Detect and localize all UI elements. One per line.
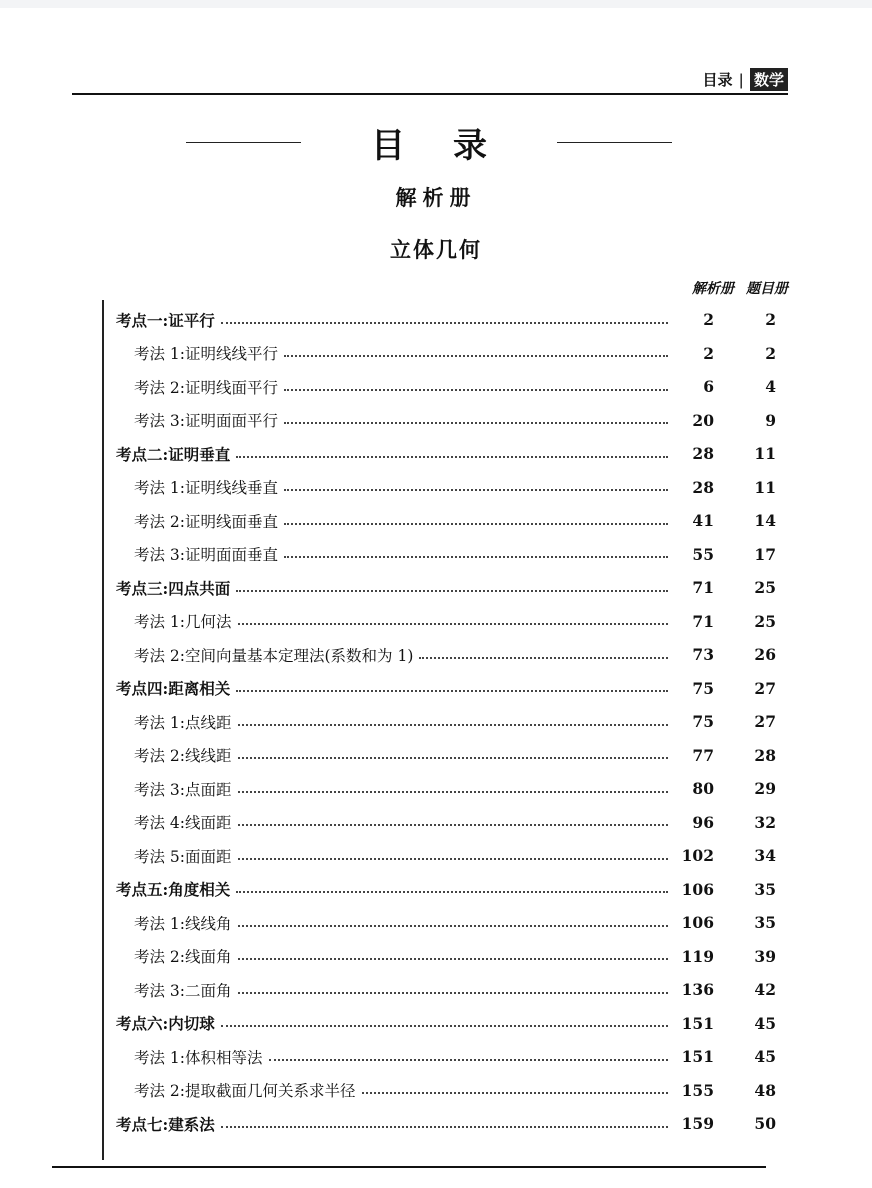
toc-label: 考点三:四点共面 <box>116 578 231 598</box>
toc-label: 考法 3:点面距 <box>134 780 232 799</box>
page-questions: 35 <box>754 913 776 933</box>
leader-dots <box>221 322 668 324</box>
page-analysis: 155 <box>681 1080 714 1100</box>
leader-dots <box>221 1025 668 1027</box>
page-questions: 42 <box>754 980 776 1000</box>
header-separator: | <box>738 70 744 89</box>
header-label: 目录 <box>702 71 733 89</box>
page-questions: 2 <box>765 310 776 330</box>
leader-dots <box>221 1126 668 1128</box>
column-header: 解析册 <box>692 281 734 297</box>
page-analysis: 136 <box>681 980 714 1000</box>
page-analysis: 28 <box>692 477 714 497</box>
page-questions: 11 <box>754 477 776 497</box>
page-questions: 25 <box>754 578 776 598</box>
leader-dots <box>284 523 668 525</box>
subject-badge: 数学 <box>750 68 788 91</box>
toc-label: 考法 1:线线角 <box>134 914 232 933</box>
page-questions: 14 <box>754 511 776 531</box>
toc-label: 考点六:内切球 <box>116 1014 215 1034</box>
page-questions: 45 <box>754 1013 776 1033</box>
column-header: 题目册 <box>746 281 788 297</box>
page-analysis: 75 <box>692 712 714 732</box>
toc-method-row[interactable] <box>116 806 776 840</box>
page-questions: 48 <box>754 1080 776 1100</box>
toc-method-row[interactable] <box>116 605 776 639</box>
page-questions: 25 <box>754 611 776 631</box>
toc-label: 考法 2:证明线面平行 <box>134 378 279 397</box>
page-analysis: 80 <box>692 779 714 799</box>
leader-dots <box>238 824 668 826</box>
page-questions: 50 <box>754 1114 776 1134</box>
page-analysis: 20 <box>692 410 714 430</box>
page-analysis: 77 <box>692 745 714 765</box>
page-analysis: 28 <box>692 444 714 464</box>
leader-dots <box>238 992 668 994</box>
page-questions: 11 <box>754 444 776 464</box>
leader-dots <box>238 724 668 726</box>
page-questions: 29 <box>754 779 776 799</box>
toc-label: 考法 1:体积相等法 <box>134 1048 263 1067</box>
toc-label: 考点一:证平行 <box>116 310 215 330</box>
page-analysis: 73 <box>692 645 714 665</box>
subtitle: 解析册 <box>395 185 477 210</box>
page-analysis: 119 <box>681 946 714 966</box>
title-rule-right <box>557 142 672 144</box>
page-questions: 34 <box>754 846 776 866</box>
page-analysis: 151 <box>681 1047 714 1067</box>
toc-label: 考点七:建系法 <box>116 1114 215 1134</box>
page-questions: 4 <box>765 377 776 397</box>
leader-dots <box>238 757 668 759</box>
toc-label: 考法 2:提取截面几何关系求半径 <box>134 1082 356 1101</box>
page-questions: 32 <box>754 812 776 832</box>
page-analysis: 102 <box>681 846 714 866</box>
leader-dots <box>284 489 668 491</box>
leader-dots <box>269 1059 668 1061</box>
page-analysis: 6 <box>703 377 714 397</box>
header-rule <box>72 93 788 95</box>
page-analysis: 2 <box>703 343 714 363</box>
page-analysis: 41 <box>692 511 714 531</box>
toc-label: 考法 2:证明线面垂直 <box>134 512 279 531</box>
leader-dots <box>362 1092 668 1094</box>
toc-method-row[interactable] <box>116 739 776 773</box>
toc-method-row[interactable] <box>116 839 776 873</box>
page-analysis: 151 <box>681 1013 714 1033</box>
page-questions: 27 <box>754 712 776 732</box>
toc-method-row[interactable] <box>116 772 776 806</box>
toc-label: 考法 3:证明面面垂直 <box>134 546 279 565</box>
leader-dots <box>284 422 668 424</box>
toc-label: 考法 2:线线距 <box>134 747 232 766</box>
page-questions: 45 <box>754 1047 776 1067</box>
toc-topic-row[interactable] <box>116 437 776 471</box>
toc-method-row[interactable] <box>116 705 776 739</box>
toc-method-row[interactable] <box>116 638 776 672</box>
page-analysis: 106 <box>681 913 714 933</box>
page-questions: 35 <box>754 879 776 899</box>
page-questions: 26 <box>754 645 776 665</box>
leader-dots <box>238 623 668 625</box>
leader-dots <box>236 456 668 458</box>
leader-dots <box>238 958 668 960</box>
page-questions: 27 <box>754 678 776 698</box>
toc-method-row[interactable] <box>116 370 776 404</box>
leader-dots <box>236 590 668 592</box>
toc-label: 考点五:角度相关 <box>116 880 231 900</box>
page-questions: 17 <box>754 544 776 564</box>
page-analysis: 2 <box>703 310 714 330</box>
leader-dots <box>284 556 668 558</box>
toc-label: 考点四:距离相关 <box>116 679 231 699</box>
section-heading: 立体几何 <box>390 237 482 262</box>
page-questions: 9 <box>765 410 776 430</box>
page-analysis: 75 <box>692 678 714 698</box>
toc-label: 考法 1:证明线线垂直 <box>134 479 279 498</box>
page-questions: 28 <box>754 745 776 765</box>
toc-label: 考法 1:证明线线平行 <box>134 345 279 364</box>
toc-method-row[interactable] <box>116 940 776 974</box>
footer-rule <box>52 1166 766 1168</box>
column-headers <box>692 278 788 298</box>
toc-topic-row[interactable] <box>116 1007 776 1041</box>
toc-label: 考法 2:空间向量基本定理法(系数和为 1) <box>134 646 414 665</box>
leader-dots <box>284 355 668 357</box>
page-questions: 2 <box>765 343 776 363</box>
leader-dots <box>238 925 668 927</box>
leader-dots <box>236 690 668 692</box>
toc-label: 考法 3:证明面面平行 <box>134 412 279 431</box>
leader-dots <box>238 858 668 860</box>
toc-method-row[interactable] <box>116 1074 776 1108</box>
left-rule <box>102 300 104 1160</box>
toc-list <box>116 303 776 1141</box>
toc-topic-row[interactable] <box>116 672 776 706</box>
toc-method-row[interactable] <box>116 404 776 438</box>
toc-method-row[interactable] <box>116 504 776 538</box>
toc-label: 考法 5:面面距 <box>134 847 232 866</box>
toc-topic-row[interactable] <box>116 1107 776 1141</box>
toc-topic-row[interactable] <box>116 873 776 907</box>
page-analysis: 106 <box>681 879 714 899</box>
page-analysis: 71 <box>692 578 714 598</box>
toc-method-row[interactable] <box>116 1040 776 1074</box>
page-analysis: 55 <box>692 544 714 564</box>
page-analysis: 159 <box>681 1114 714 1134</box>
toc-label: 考法 3:二面角 <box>134 981 232 1000</box>
toc-label: 考法 4:线面距 <box>134 814 232 833</box>
page-analysis: 71 <box>692 611 714 631</box>
toc-label: 考点二:证明垂直 <box>116 444 231 464</box>
page-questions: 39 <box>754 946 776 966</box>
toc-method-row[interactable] <box>116 973 776 1007</box>
leader-dots <box>238 791 668 793</box>
top-band <box>0 0 872 8</box>
toc-method-row[interactable] <box>116 906 776 940</box>
toc-label: 考法 2:线面角 <box>134 948 232 967</box>
page-title <box>186 118 672 167</box>
page-title-text: 目录 <box>371 126 535 166</box>
toc-label: 考法 1:点线距 <box>134 713 232 732</box>
toc-label: 考法 1:几何法 <box>134 613 232 632</box>
title-rule-left <box>186 142 301 144</box>
toc-method-row[interactable] <box>116 471 776 505</box>
leader-dots <box>419 657 668 659</box>
toc-method-row[interactable] <box>116 337 776 371</box>
running-header <box>703 68 789 91</box>
leader-dots <box>236 891 668 893</box>
toc-method-row[interactable] <box>116 538 776 572</box>
toc-topic-row[interactable] <box>116 303 776 337</box>
page-analysis: 96 <box>692 812 714 832</box>
leader-dots <box>284 389 668 391</box>
toc-topic-row[interactable] <box>116 571 776 605</box>
